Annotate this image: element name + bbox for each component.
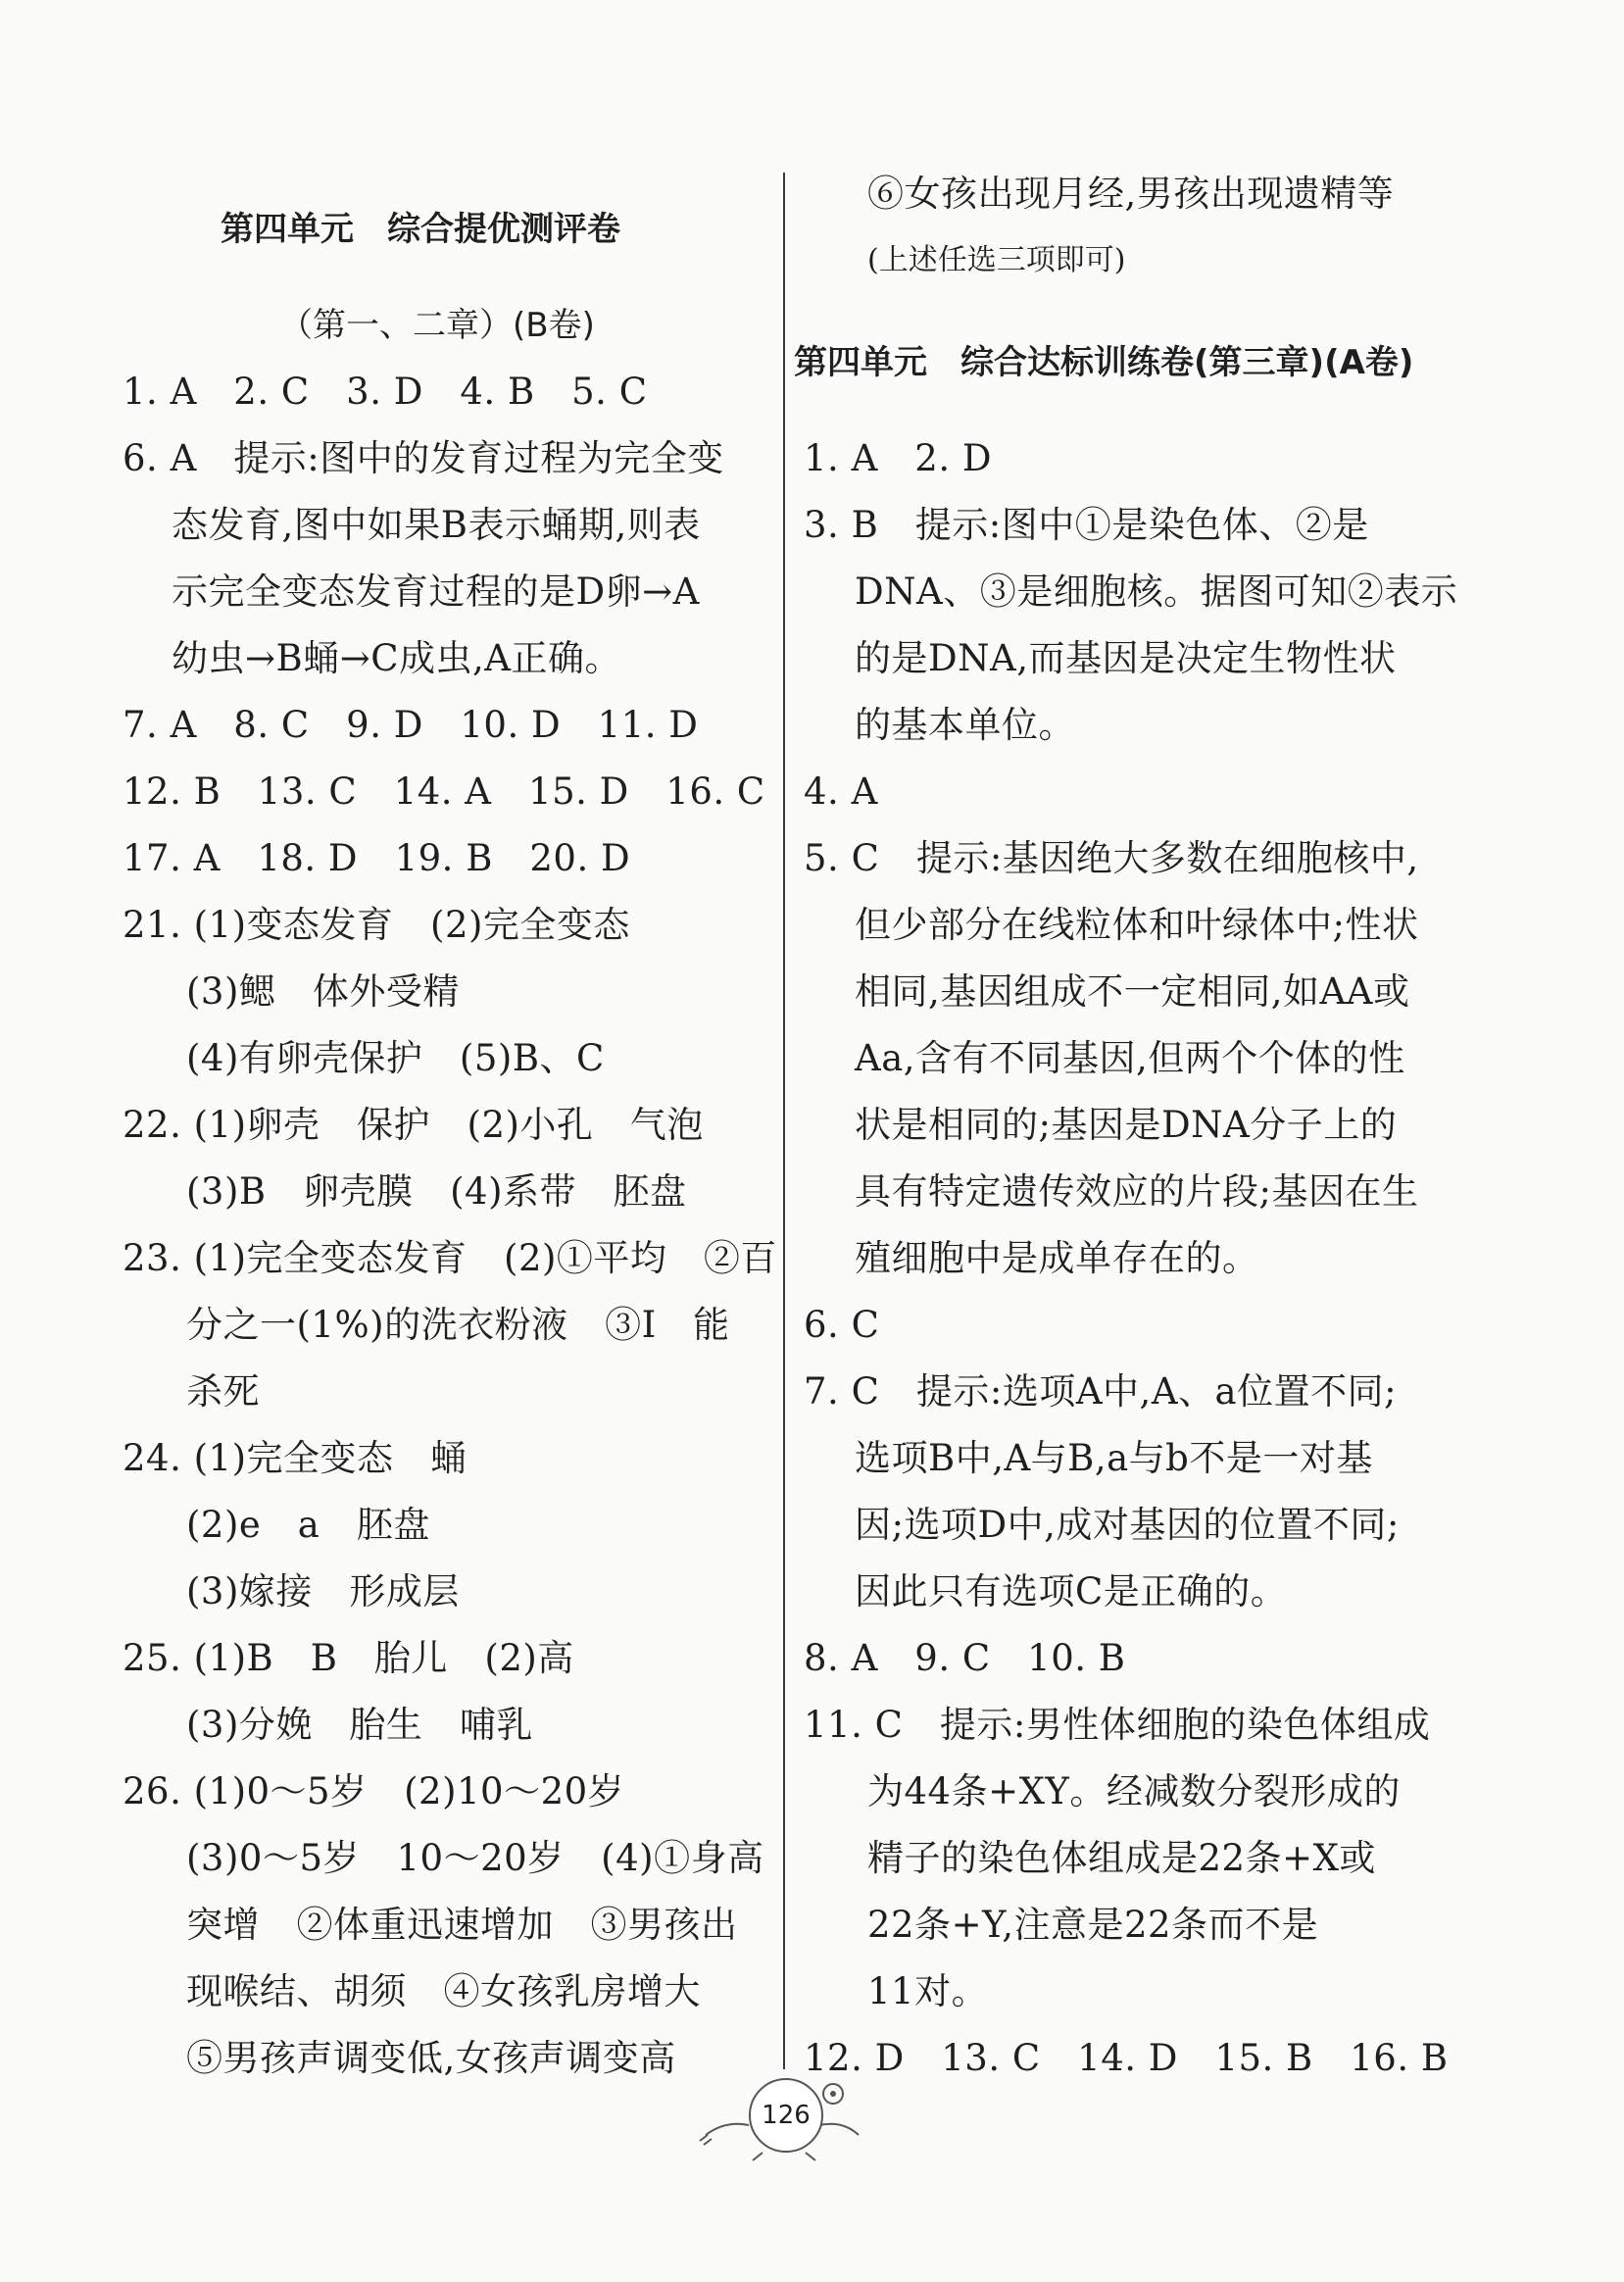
answer-line: 25. (1)B B 胎儿 (2)高 [123,1637,574,1679]
answer-line: 6. C [804,1304,880,1346]
answer-line: 6. A 提示:图中的发育过程为完全变 [123,437,724,479]
answer-line: 17. A 18. D 19. B 20. D [123,837,631,879]
answer-line: 相同,基因组成不一定相同,如AA或 [855,970,1410,1013]
answer-line: 23. (1)完全变态发育 (2)①平均 ②百 [123,1237,777,1279]
answer-line: (2)e a 胚盘 [186,1504,430,1546]
answer-line: 精子的染色体组成是22条+X或 [867,1837,1376,1879]
answer-line: 示完全变态发育过程的是D卵→A [172,570,700,613]
answer-line: 的是DNA,而基因是决定生物性状 [855,637,1397,679]
answer-line: 3. B 提示:图中①是染色体、②是 [804,504,1369,546]
answer-line: 现喉结、胡须 ④女孩乳房增大 [186,1970,701,2012]
answer-line: 突增 ②体重迅速增加 ③男孩出 [186,1904,738,1946]
answer-line: 1. A 2. D [804,437,993,479]
answer-line: 态发育,图中如果B表示蛹期,则表 [172,504,701,546]
answer-line: (3)分娩 胎生 哺乳 [186,1704,533,1746]
answer-line: 8. A 9. C 10. B [804,1637,1126,1679]
answer-note: (上述任选三项即可) [867,243,1126,277]
page-number: 126 [749,2078,823,2153]
answer-line: Aa,含有不同基因,但两个个体的性 [855,1037,1405,1079]
answer-line: 24. (1)完全变态 蛹 [123,1437,468,1479]
answer-line: DNA、③是细胞核。据图可知②表示 [855,570,1458,613]
answer-line: 21. (1)变态发育 (2)完全变态 [123,904,630,946]
left-section-subtitle: （第一、二章）(B卷) [279,306,595,345]
answer-line: 22条+Y,注意是22条而不是 [867,1904,1319,1946]
answer-line: 殖细胞中是成单存在的。 [855,1237,1259,1279]
answer-line: (3)嫁接 形成层 [186,1570,460,1612]
answer-line: ⑤男孩声调变低,女孩声调变高 [186,2037,676,2079]
answer-line: 11. C 提示:男性体细胞的染色体组成 [804,1704,1431,1746]
answer-line: 12. B 13. C 14. A 15. D 16. C [123,770,765,813]
answer-line: (3)B 卵壳膜 (4)系带 胚盘 [186,1170,687,1213]
answer-line: 11对。 [867,1970,989,2012]
answer-line: 为44条+XY。经减数分裂形成的 [867,1770,1401,1812]
answer-line: 5. C 提示:基因绝大多数在细胞核中, [804,837,1419,879]
answer-line: (3)0～5岁 10～20岁 (4)①身高 [186,1837,764,1879]
answer-line: 状是相同的;基因是DNA分子上的 [855,1104,1398,1146]
answer-line: 选项B中,A与B,a与b不是一对基 [855,1437,1373,1479]
answer-line: (3)鳃 体外受精 [186,970,460,1013]
answer-line: 12. D 13. C 14. D 15. B 16. B [804,2037,1449,2079]
right-section-title: 第四单元 综合达标训练卷(第三章)(A卷) [794,343,1414,382]
answer-line: 分之一(1%)的洗衣粉液 ③Ⅰ 能 [186,1304,730,1346]
answer-line: 22. (1)卵壳 保护 (2)小孔 气泡 [123,1104,704,1146]
answer-line: 但少部分在线粒体和叶绿体中;性状 [855,904,1419,946]
answer-line: 因此只有选项C是正确的。 [855,1570,1288,1612]
page-number-badge [686,2066,882,2164]
answer-line: ⑥女孩出现月经,男孩出现遗精等 [867,173,1395,215]
answer-line: 幼虫→B蛹→C成虫,A正确。 [172,637,621,679]
answer-line: 的基本单位。 [855,704,1075,746]
answer-line: 4. A [804,770,878,813]
column-divider [783,173,785,2069]
answer-line: 杀死 [186,1370,260,1413]
answer-line: 7. C 提示:选项A中,A、a位置不同; [804,1370,1398,1413]
left-section-title: 第四单元 综合提优测评卷 [221,210,620,249]
answer-line: 1. A 2. C 3. D 4. B 5. C [123,371,648,413]
answer-line: (4)有卵壳保护 (5)B、C [186,1037,605,1079]
answer-line: 26. (1)0～5岁 (2)10～20岁 [123,1770,625,1812]
answer-line: 7. A 8. C 9. D 10. D 11. D [123,704,699,746]
answer-line: 因;选项D中,成对基因的位置不同; [855,1504,1400,1546]
answer-line: 具有特定遗传效应的片段;基因在生 [855,1170,1419,1213]
